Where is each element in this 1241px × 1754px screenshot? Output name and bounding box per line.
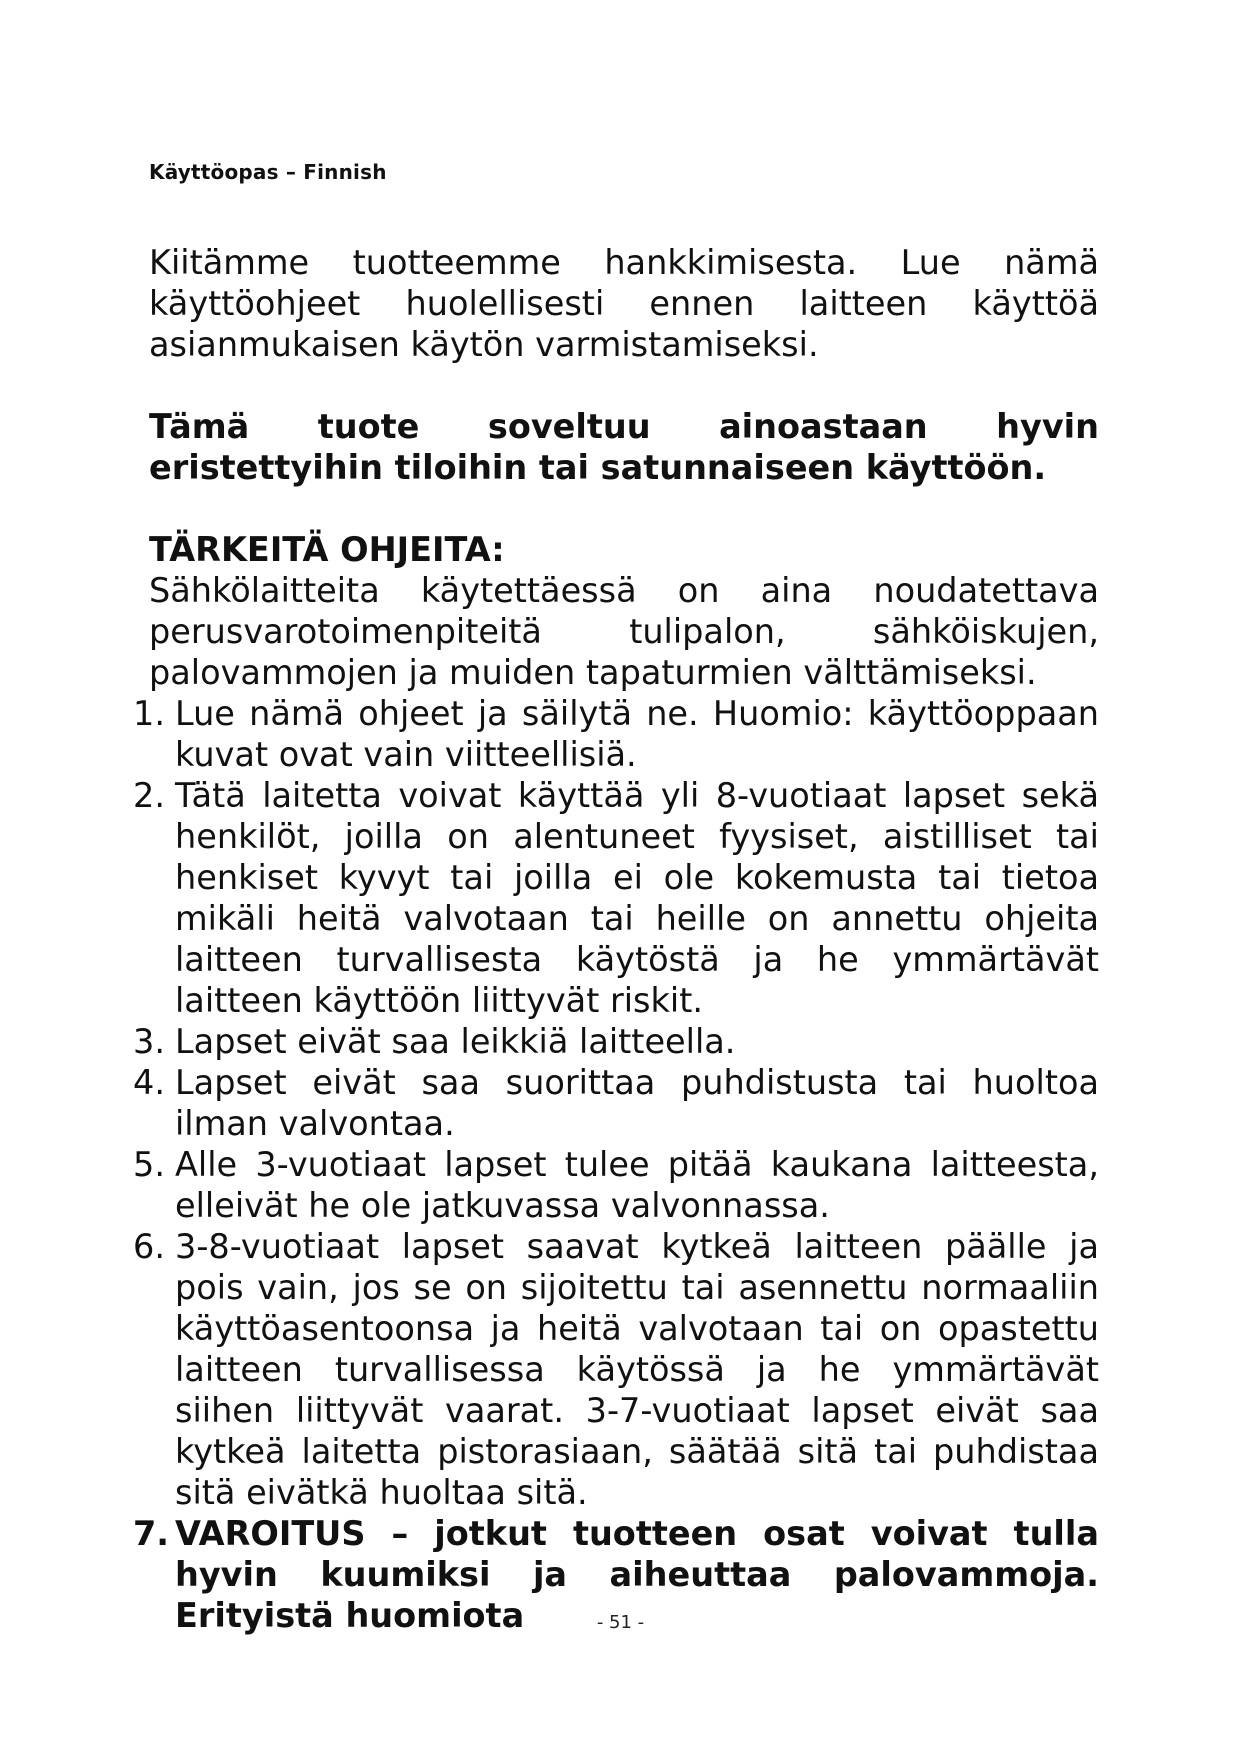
list-item-number: 2. (133, 776, 165, 815)
list-item-number: 6. (133, 1227, 165, 1266)
page-number: - 51 - (596, 1612, 645, 1633)
list-item-number: 3. (133, 1022, 165, 1061)
list-item-number: 4. (133, 1063, 165, 1102)
list-item-text: Alle 3-vuotiaat lapset tulee pitää kaukana laitteesta, elleivät he ole jatkuvassa valvonnassa. (175, 1145, 1099, 1225)
list-item-number: 7. (133, 1514, 170, 1553)
list-item (133, 775, 1099, 1021)
list-item-text: Lue nämä ohjeet ja säilytä ne. Huomio: käyttöoppaan kuvat ovat vain viitteellisiä. (175, 694, 1099, 774)
list-item (133, 693, 1099, 775)
document-header: Käyttöopas – Finnish (149, 160, 387, 184)
list-item-text: Lapset eivät saa leikkiä laitteella. (175, 1022, 736, 1061)
intro-paragraph: Kiitämme tuotteemme hankkimisesta. Lue nämä käyttöohjeet huolellisesti ennen laitteen käyttöä asianmukaisen käytön varmistamiseksi. (149, 243, 1099, 364)
instructions-heading: TÄRKEITÄ OHJEITA: (149, 530, 505, 569)
list-item (133, 1226, 1099, 1513)
warning-text: VAROITUS – jotkut tuotteen osat voivat tulla hyvin kuumiksi ja aiheuttaa palovammoja. Erityistä huomiota (175, 1514, 1099, 1635)
list-item (133, 1062, 1099, 1144)
list-item-text: Tätä laitetta voivat käyttää yli 8-vuotiaat lapset sekä henkilöt, joilla on alentuneet fyysiset, aistilliset tai henkiset kyvyt tai joilla ei ole kokemusta tai tietoa mikäli heitä valvotaan tai heille on annettu ohjeita laitteen turvallisesta käytöstä ja he ymmärtävät laitteen käyttöön liittyvät riskit. (175, 776, 1099, 1020)
instructions-list (133, 693, 1099, 1636)
instructions-lead: Sähkölaitteita käytettäessä on aina noudatettava perusvarotoimenpiteitä tulipalon, sähköiskujen, palovammojen ja muiden tapaturmien välttämiseksi. (149, 571, 1099, 692)
list-item-number: 5. (133, 1145, 165, 1184)
page-content (133, 242, 1099, 1636)
list-item-number: 1. (133, 694, 165, 733)
list-item (133, 1021, 1099, 1062)
list-item-text: Lapset eivät saa suorittaa puhdistusta tai huoltoa ilman valvontaa. (175, 1063, 1099, 1143)
usage-notice: Tämä tuote soveltuu ainoastaan hyvin eristettyihin tiloihin tai satunnaiseen käyttöön. (149, 407, 1099, 487)
list-item-text: 3-8-vuotiaat lapset saavat kytkeä laitteen päälle ja pois vain, jos se on sijoitettu tai asennettu normaaliin käyttöasentoonsa ja heitä valvotaan tai on opastettu laitteen turvallisessa käytössä ja he ymmärtävät siihen liittyvät vaarat. 3-7-vuotiaat lapset eivät saa kytkeä laitetta pistorasiaan, säätää sitä tai puhdistaa sitä eivätkä huoltaa sitä. (175, 1227, 1099, 1512)
list-item (133, 1144, 1099, 1226)
